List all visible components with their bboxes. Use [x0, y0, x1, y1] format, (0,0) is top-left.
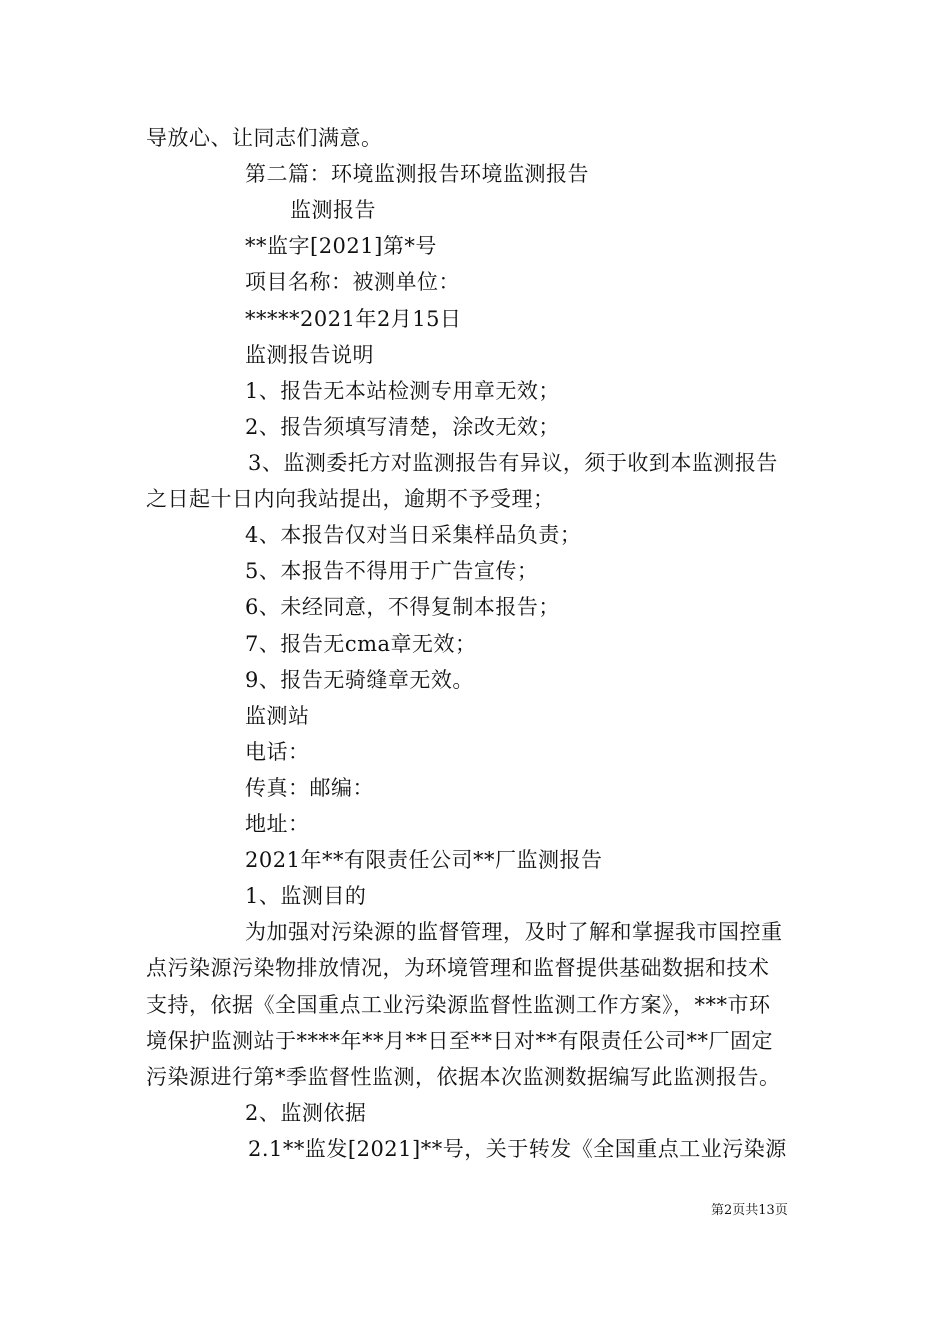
section-heading: 第二篇：环境监测报告环境监测报告 — [245, 162, 589, 186]
phone-label: 电话： — [245, 740, 310, 764]
section-heading: 2、监测依据 — [245, 1101, 367, 1125]
body-text-line: 为加强对污染源的监督管理，及时了解和掌握我市国控重 — [245, 920, 783, 944]
note-item: 4、本报告仅对当日采集样品负责； — [245, 523, 582, 547]
note-item: 2、报告须填写清楚，涂改无效； — [245, 415, 560, 439]
report-subtitle: 2021年**有限责任公司**厂监测报告 — [245, 848, 603, 872]
project-info: 项目名称：被测单位： — [245, 270, 460, 294]
section-heading: 1、监测目的 — [245, 884, 367, 908]
note-item: 9、报告无骑缝章无效。 — [245, 668, 474, 692]
body-text-line: 支持，依据《全国重点工业污染源监督性监测工作方案》，***市环 — [146, 993, 771, 1017]
note-item: 5、本报告不得用于广告宣传； — [245, 559, 539, 583]
note-item: 3、监测委托方对监测报告有异议，须于收到本监测报告 — [248, 451, 778, 475]
address-label: 地址： — [245, 812, 310, 836]
note-item: 6、未经同意，不得复制本报告； — [245, 595, 560, 619]
report-date: *****2021年2月15日 — [245, 307, 462, 331]
notes-heading: 监测报告说明 — [245, 343, 374, 367]
station-name: 监测站 — [245, 704, 310, 728]
fax-postcode-label: 传真：邮编： — [245, 776, 374, 800]
page-number-footer: 第2页共13页 — [711, 1203, 788, 1218]
body-text-line: 导放心、让同志们满意。 — [146, 126, 383, 150]
note-item: 1、报告无本站检测专用章无效； — [245, 379, 560, 403]
body-text-line: 点污染源污染物排放情况，为环境管理和监督提供基础数据和技术 — [146, 956, 770, 980]
report-number: **监字[2021]第*号 — [245, 234, 437, 258]
note-item-continued: 之日起十日内向我站提出，逾期不予受理； — [146, 487, 555, 511]
body-text-line: 2.1**监发[2021]**号，关于转发《全国重点工业污染源 — [248, 1137, 787, 1161]
report-title: 监测报告 — [290, 198, 376, 222]
note-item: 7、报告无cma章无效； — [245, 632, 477, 656]
body-text-line: 境保护监测站于****年**月**日至**日对**有限责任公司**厂固定 — [146, 1029, 773, 1053]
body-text-line: 污染源进行第*季监督性监测，依据本次监测数据编写此监测报告。 — [146, 1065, 781, 1089]
